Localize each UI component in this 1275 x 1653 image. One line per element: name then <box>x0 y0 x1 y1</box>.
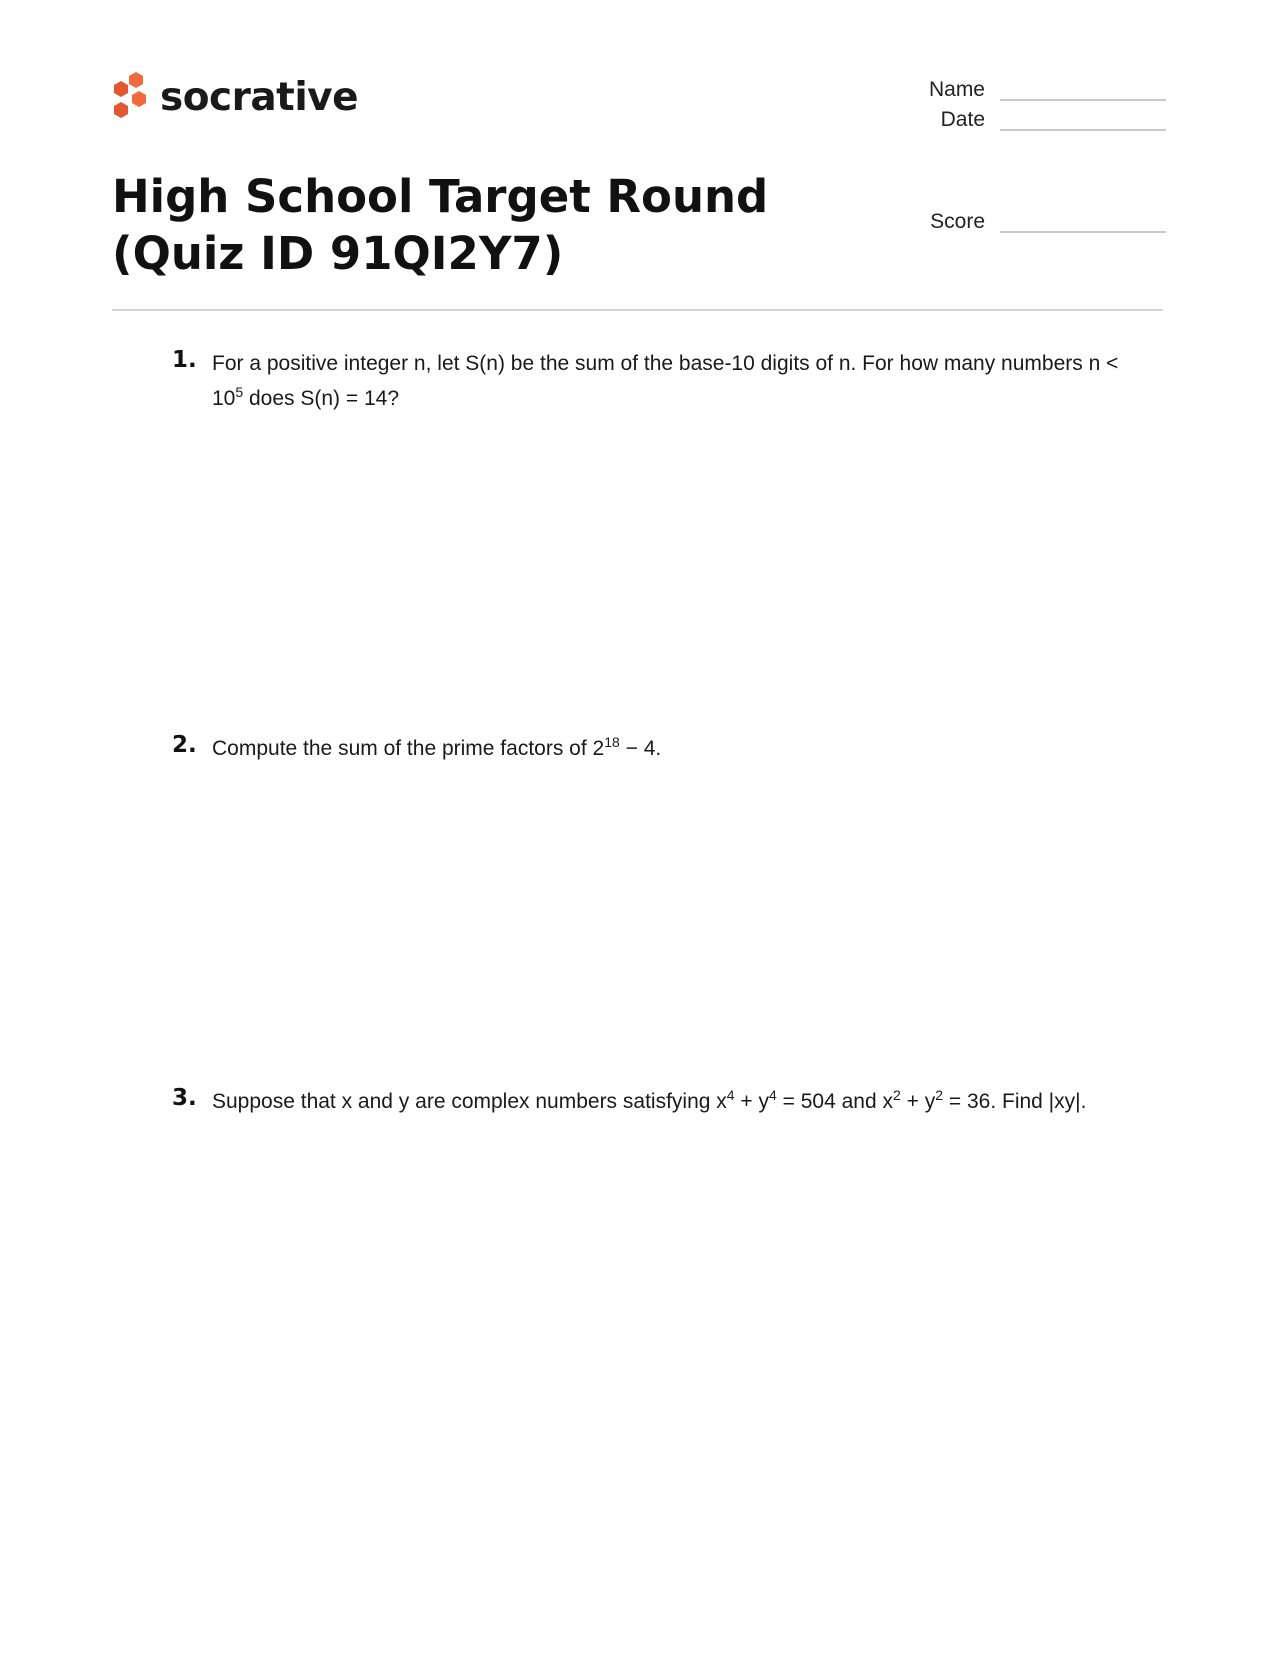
score-line[interactable] <box>1000 231 1166 233</box>
question-text: For a positive integer n, let S(n) be the sum of the base-10 digits of n. For how many numbers $n < 10^5$ does S(n) = 14? <box>212 352 1119 410</box>
question-text: Suppose that x and y are complex numbers satisfying $x^4 + y^4 = 504$ and $x^2 + y^2 = 36$. Find |xy|. <box>212 1087 1087 1113</box>
header-divider <box>112 309 1163 311</box>
name-line[interactable] <box>1000 99 1166 101</box>
name-label: Name <box>928 78 985 101</box>
date-label: Date <box>940 108 985 131</box>
quiz-title: High School Target Round (Quiz ID 91QI2Y7) <box>112 170 769 280</box>
question-number: 3. <box>172 1085 197 1111</box>
score-field <box>895 210 1166 234</box>
date-field <box>895 108 1166 132</box>
question-number: 2. <box>172 732 197 758</box>
date-line[interactable] <box>1000 129 1166 131</box>
question-text: Compute the sum of the prime factors of $2^{18} - 4$. <box>212 734 662 760</box>
hexagon-cluster-icon <box>110 72 150 124</box>
score-label: Score <box>930 210 985 233</box>
question-number: 1. <box>172 347 197 373</box>
name-field <box>895 78 1166 102</box>
socrative-logo <box>110 72 358 124</box>
logo-wordmark: socrative <box>160 75 359 120</box>
